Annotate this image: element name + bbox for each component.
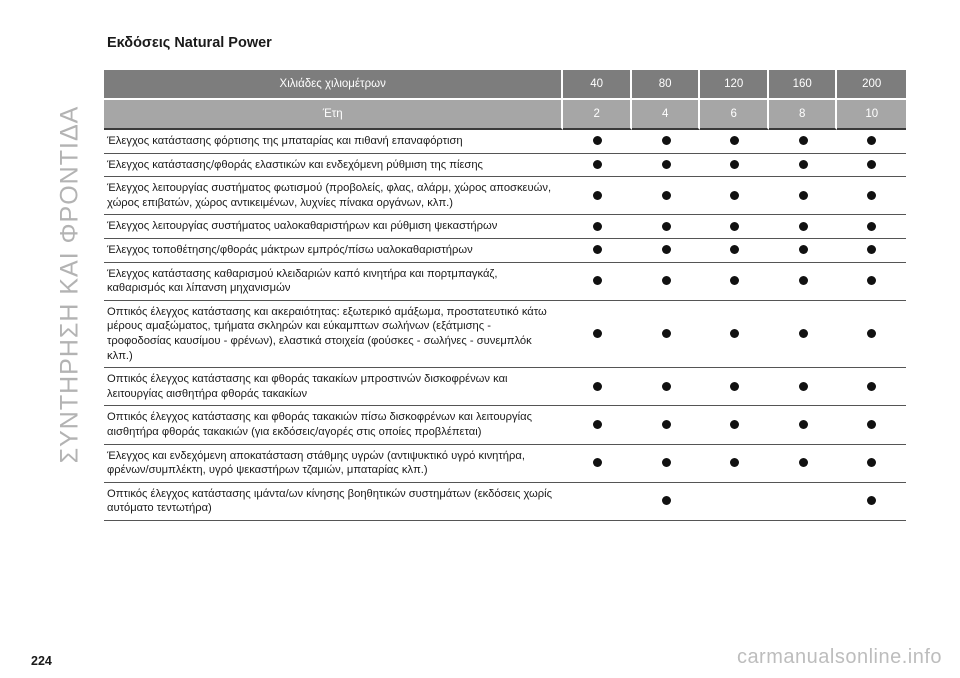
- bullet-icon: [662, 136, 671, 145]
- interval-cell: [563, 301, 632, 368]
- interval-cell: [700, 301, 769, 368]
- interval-cell: [700, 239, 769, 263]
- header-year-6: 6: [700, 100, 769, 130]
- bullet-icon: [662, 496, 671, 505]
- service-item-description: Έλεγχος κατάστασης φόρτισης της μπαταρίας και πιθανή επαναφόρτιση: [104, 130, 563, 154]
- interval-cell: [837, 445, 906, 483]
- bullet-icon: [799, 245, 808, 254]
- bullet-icon: [730, 420, 739, 429]
- table-row: [104, 406, 906, 444]
- bullet-icon: [730, 136, 739, 145]
- interval-cell: [563, 406, 632, 444]
- interval-cell: [769, 368, 838, 406]
- bullet-icon: [662, 458, 671, 467]
- table-row: [104, 263, 906, 301]
- bullet-icon: [593, 222, 602, 231]
- bullet-icon: [867, 160, 876, 169]
- interval-cell: [563, 368, 632, 406]
- interval-cell: [700, 445, 769, 483]
- interval-cell: [632, 483, 701, 521]
- interval-cell: [563, 215, 632, 239]
- bullet-icon: [593, 458, 602, 467]
- interval-cell: [700, 154, 769, 178]
- interval-cell: [769, 483, 838, 521]
- bullet-icon: [662, 276, 671, 285]
- bullet-icon: [867, 222, 876, 231]
- bullet-icon: [662, 191, 671, 200]
- bullet-icon: [799, 420, 808, 429]
- interval-cell: [563, 130, 632, 154]
- service-item-description: Οπτικός έλεγχος κατάστασης και φθοράς τακακιών πίσω δισκοφρένων και λειτουργίας αισθητήρα φθοράς τακακιών (για εκδόσεις/αγορές στις οποίες προβλέπεται): [104, 406, 563, 444]
- header-row-years: [104, 100, 906, 130]
- bullet-icon: [662, 160, 671, 169]
- header-row-kilometers: [104, 70, 906, 100]
- header-year-8: 8: [769, 100, 838, 130]
- table-row: [104, 483, 906, 521]
- interval-cell: [563, 154, 632, 178]
- bullet-icon: [593, 420, 602, 429]
- table-row: [104, 445, 906, 483]
- header-year-4: 4: [632, 100, 701, 130]
- interval-cell: [837, 368, 906, 406]
- bullet-icon: [799, 160, 808, 169]
- interval-cell: [837, 154, 906, 178]
- interval-cell: [700, 368, 769, 406]
- bullet-icon: [730, 160, 739, 169]
- table-row: [104, 177, 906, 215]
- interval-cell: [632, 445, 701, 483]
- bullet-icon: [662, 245, 671, 254]
- section-side-tab: [50, 30, 90, 580]
- interval-cell: [632, 368, 701, 406]
- bullet-icon: [867, 382, 876, 391]
- bullet-icon: [730, 191, 739, 200]
- interval-cell: [837, 263, 906, 301]
- header-km-160: 160: [769, 70, 838, 100]
- watermark: carmanualsonline.info: [736, 646, 942, 668]
- bullet-icon: [662, 382, 671, 391]
- service-item-description: Οπτικός έλεγχος κατάστασης ιμάντα/ων κίνησης βοηθητικών συστημάτων (εκδόσεις χωρίς αυτόματο τεντωτήρα): [104, 483, 563, 521]
- bullet-icon: [593, 136, 602, 145]
- bullet-icon: [799, 136, 808, 145]
- interval-cell: [769, 215, 838, 239]
- bullet-icon: [593, 160, 602, 169]
- service-item-description: Έλεγχος και ενδεχόμενη αποκατάσταση στάθμης υγρών (αντιψυκτικό υγρό κινητήρα, φρένων/συμπλέκτη, υγρό ψεκαστήρων τζαμιών, μπαταρίας κλπ.): [104, 445, 563, 483]
- bullet-icon: [799, 329, 808, 338]
- page-title: Εκδόσεις Natural Power: [107, 35, 272, 51]
- bullet-icon: [730, 245, 739, 254]
- table-row: [104, 130, 906, 154]
- bullet-icon: [730, 382, 739, 391]
- interval-cell: [769, 154, 838, 178]
- service-item-description: Έλεγχος λειτουργίας συστήματος φωτισμού (προβολείς, φλας, αλάρμ, χώρος αποσκευών, χώρος επιβατών, χώρος αντικειμένων, λυχνίες πίνακα οργάνων, κλπ.): [104, 177, 563, 215]
- interval-cell: [700, 177, 769, 215]
- bullet-icon: [593, 276, 602, 285]
- service-item-description: Οπτικός έλεγχος κατάστασης και ακεραιότητας: εξωτερικό αμάξωμα, προστατευτικό κάτω μέρους αμαξώματος, τμήματα σκληρών και εύκαμπτων σωλήνων (εξάτμισης - τροφοδοσίας καυσίμου - φρένων), ελαστικά στοιχεία (φούσκες - σωλήνες - συνεμπλόκ κλπ.): [104, 301, 563, 368]
- maintenance-table: [104, 70, 906, 521]
- header-years-label: Έτη: [104, 100, 563, 130]
- header-km-200: 200: [837, 70, 906, 100]
- interval-cell: [563, 239, 632, 263]
- table-row: [104, 154, 906, 178]
- interval-cell: [700, 215, 769, 239]
- interval-cell: [769, 301, 838, 368]
- bullet-icon: [867, 496, 876, 505]
- bullet-icon: [662, 420, 671, 429]
- bullet-icon: [662, 222, 671, 231]
- interval-cell: [769, 177, 838, 215]
- bullet-icon: [799, 276, 808, 285]
- bullet-icon: [593, 191, 602, 200]
- interval-cell: [700, 406, 769, 444]
- header-kilometers-label: Χιλιάδες χιλιομέτρων: [104, 70, 563, 100]
- interval-cell: [837, 239, 906, 263]
- bullet-icon: [593, 382, 602, 391]
- bullet-icon: [730, 222, 739, 231]
- section-side-tab-label: ΣΥΝΤΗΡΗΣΗ ΚΑΙ ΦΡΟΝΤΙΔΑ: [55, 105, 84, 464]
- interval-cell: [632, 177, 701, 215]
- service-item-description: Έλεγχος κατάστασης καθαρισμού κλειδαριών καπό κινητήρα και πορτμπαγκάζ, καθαρισμός και λίπανση μηχανισμών: [104, 263, 563, 301]
- interval-cell: [632, 406, 701, 444]
- interval-cell: [837, 177, 906, 215]
- interval-cell: [769, 239, 838, 263]
- interval-cell: [563, 263, 632, 301]
- interval-cell: [632, 130, 701, 154]
- table-row: [104, 301, 906, 368]
- bullet-icon: [867, 458, 876, 467]
- bullet-icon: [799, 382, 808, 391]
- interval-cell: [837, 406, 906, 444]
- interval-cell: [837, 483, 906, 521]
- bullet-icon: [799, 222, 808, 231]
- interval-cell: [632, 239, 701, 263]
- interval-cell: [837, 301, 906, 368]
- bullet-icon: [730, 276, 739, 285]
- interval-cell: [837, 215, 906, 239]
- interval-cell: [632, 154, 701, 178]
- bullet-icon: [593, 329, 602, 338]
- interval-cell: [700, 130, 769, 154]
- interval-cell: [700, 263, 769, 301]
- interval-cell: [563, 445, 632, 483]
- interval-cell: [769, 130, 838, 154]
- header-year-2: 2: [563, 100, 632, 130]
- interval-cell: [700, 483, 769, 521]
- bullet-icon: [730, 329, 739, 338]
- bullet-icon: [867, 329, 876, 338]
- bullet-icon: [867, 245, 876, 254]
- service-item-description: Έλεγχος κατάστασης/φθοράς ελαστικών και ενδεχόμενη ρύθμιση της πίεσης: [104, 154, 563, 178]
- interval-cell: [632, 301, 701, 368]
- bullet-icon: [730, 458, 739, 467]
- interval-cell: [563, 177, 632, 215]
- bullet-icon: [799, 191, 808, 200]
- service-item-description: Οπτικός έλεγχος κατάστασης και φθοράς τακακίων μπροστινών δισκοφρένων και λειτουργίας αισθητήρα φθοράς τακακίων: [104, 368, 563, 406]
- bullet-icon: [662, 329, 671, 338]
- interval-cell: [632, 215, 701, 239]
- table-row: [104, 368, 906, 406]
- bullet-icon: [799, 458, 808, 467]
- bullet-icon: [867, 276, 876, 285]
- service-item-description: Έλεγχος λειτουργίας συστήματος υαλοκαθαριστήρων και ρύθμιση ψεκαστήρων: [104, 215, 563, 239]
- interval-cell: [769, 445, 838, 483]
- page-number: 224: [31, 654, 52, 668]
- table-row: [104, 239, 906, 263]
- header-km-120: 120: [700, 70, 769, 100]
- bullet-icon: [593, 245, 602, 254]
- interval-cell: [769, 263, 838, 301]
- interval-cell: [769, 406, 838, 444]
- service-item-description: Έλεγχος τοποθέτησης/φθοράς μάκτρων εμπρός/πίσω υαλοκαθαριστήρων: [104, 239, 563, 263]
- header-km-40: 40: [563, 70, 632, 100]
- header-year-10: 10: [837, 100, 906, 130]
- interval-cell: [563, 483, 632, 521]
- bullet-icon: [867, 420, 876, 429]
- interval-cell: [632, 263, 701, 301]
- header-km-80: 80: [632, 70, 701, 100]
- bullet-icon: [867, 191, 876, 200]
- interval-cell: [837, 130, 906, 154]
- bullet-icon: [867, 136, 876, 145]
- table-body: [104, 130, 906, 521]
- table-row: [104, 215, 906, 239]
